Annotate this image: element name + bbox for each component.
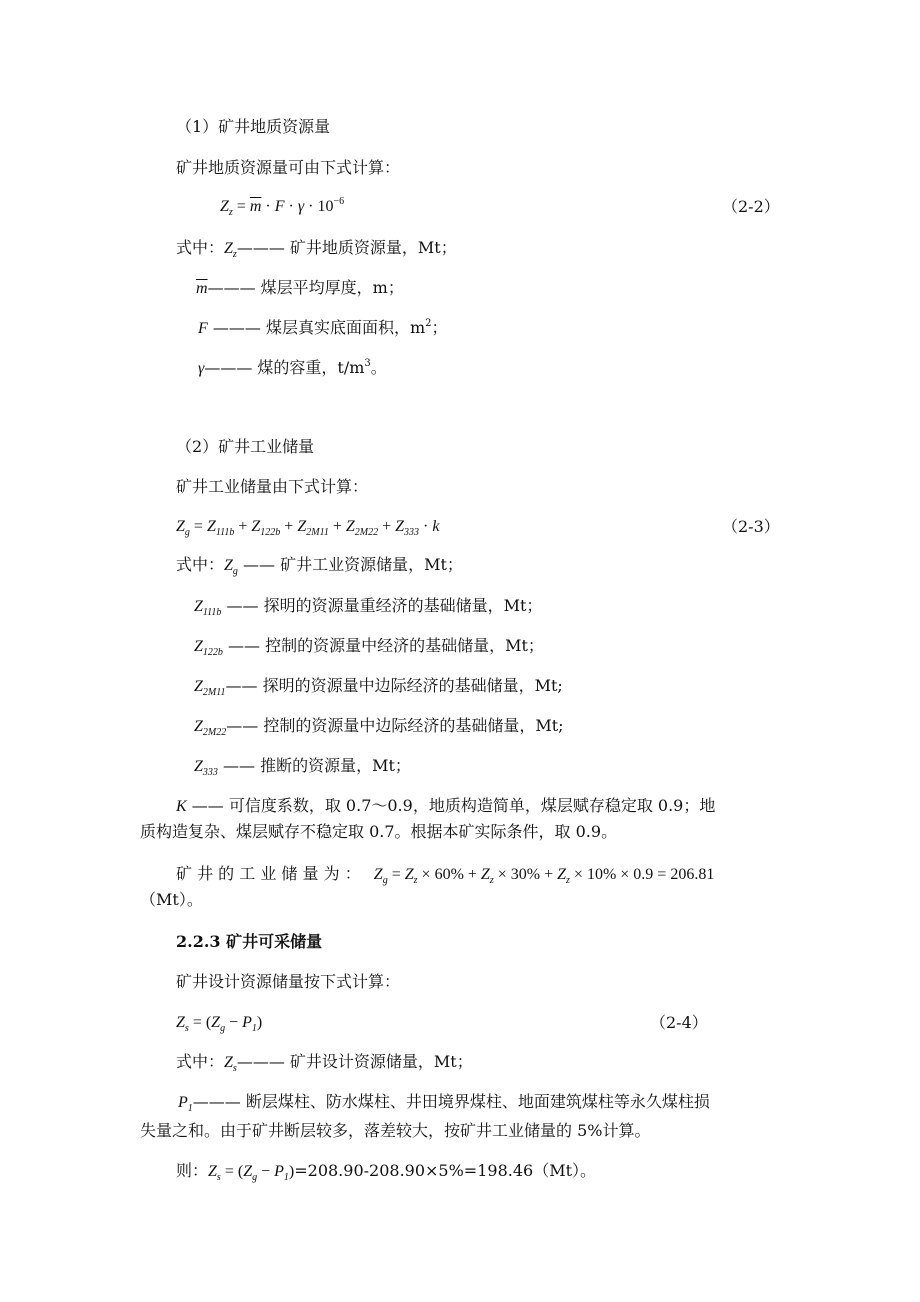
- def-row-zg: 式中：$Z_g$ —— 矿井工业资源储量，Mt；: [176, 555, 463, 577]
- def-row-z2m11: $Z_{2M11}——$ 探明的资源量中边际经济的基础储量，Mt;: [194, 676, 563, 698]
- symbol-gamma: γ: [198, 360, 205, 377]
- recoverable-intro-text: 矿井设计资源储量按下式计算：: [176, 972, 401, 991]
- def-row-zs: 式中：$Z_s———$ 矿井设计资源储量，Mt；: [176, 1052, 473, 1074]
- def-z2m11-desc: 探明的资源量中边际经济的基础储量，Mt;: [262, 676, 563, 695]
- def-f-desc: 煤层真实底面面积，m: [265, 318, 426, 337]
- def-z333-desc: 推断的资源量，Mt；: [260, 756, 411, 775]
- def-z2m22-desc: 控制的资源量中边际经济的基础储量，Mt;: [263, 716, 564, 735]
- equation-number-2-2: （2-2）: [722, 197, 780, 216]
- p1-definition-line-2: 失量之和。由于矿井断层较多，落差较大，按矿井工业储量的 5%计算。: [140, 1121, 651, 1140]
- def-zs-desc: 矿井设计资源储量，Mt；: [289, 1052, 473, 1071]
- symbol-zs: $Z_s$: [224, 1054, 237, 1074]
- result-unit: （Mt）。: [140, 890, 203, 909]
- where-label-2: 式中：: [176, 555, 225, 574]
- def-row-z111b: $Z_{111b}$ —— 探明的资源量重经济的基础储量，Mt；: [194, 596, 543, 618]
- unit-square-exponent: 2: [425, 318, 432, 329]
- symbol-z122b: $Z_{122b}$: [194, 638, 223, 658]
- def-row-z333: $Z_{333}$ —— 推断的资源量，Mt；: [194, 756, 411, 778]
- industrial-result-line: [176, 864, 714, 885]
- symbol-p1: $P_1$: [178, 1094, 193, 1114]
- then-label: 则：: [176, 1161, 209, 1180]
- result-formula: $Z_g = Z_z \times 60\% + Z_z \times 30\% + Z_z \times 10\% \times 0.9 = 206.81$: [373, 866, 715, 886]
- period: 。: [370, 358, 387, 377]
- where-label-3: 式中：: [176, 1052, 225, 1071]
- equation-number-2-3: （2-3）: [722, 517, 780, 536]
- symbol-zg: $Z_g$: [224, 557, 238, 577]
- symbol-k: K: [176, 798, 187, 815]
- def-zz-desc: 矿井地质资源量，Mt；: [289, 238, 457, 257]
- equation-2-4: $Z_s = (Z_g - P_1)$: [176, 1014, 263, 1034]
- where-label: 式中：: [176, 238, 225, 257]
- result-label: 矿 井 的 工 业 储 量 为 ：: [176, 864, 361, 883]
- result-value: 206.81: [670, 866, 715, 883]
- section-heading-industrial-reserves: （2）矿井工业储量: [176, 437, 315, 456]
- p1-desc-1: 断层煤柱、防水煤柱、井田境界煤柱、地面建筑煤柱等永久煤柱损: [245, 1092, 710, 1111]
- def-z122b-desc: 控制的资源量中经济的基础储量，Mt；: [265, 636, 544, 655]
- k-definition-line-1: K —— 可信度系数，取 0.7～0.9，地质构造简单，煤层赋存稳定取 0.9；地: [176, 796, 716, 815]
- def-row-z2m22: $Z_{2M22}——$ 控制的资源量中边际经济的基础储量，Mt;: [194, 716, 564, 738]
- equation-2-3: $Z_g = Z_{111b} + Z_{122b} + Z_{2M11} + Z_{2M22} + Z_{333} \cdot k$: [176, 518, 440, 538]
- def-z111b-desc: 探明的资源量重经济的基础储量，Mt；: [263, 596, 543, 615]
- final-calculation-line: [176, 1161, 596, 1182]
- unit-cube-exponent: 3: [364, 358, 371, 369]
- k-desc-1: 可信度系数，取 0.7～0.9，地质构造简单，煤层赋存稳定取 0.9；地: [228, 796, 716, 815]
- def-gamma-desc: 煤的容重，t/m: [257, 358, 365, 377]
- equation-2-2: $Z_z = \overline{m} \cdot F \cdot \gamma \cdot 10^{-6}$: [220, 196, 345, 218]
- symbol-z2m22: $Z_{2M22}$: [194, 718, 227, 738]
- symbol-z2m11: $Z_{2M11}$: [194, 678, 226, 698]
- symbol-f: F: [198, 320, 208, 337]
- section-heading-geological-resources: （1）矿井地质资源量: [176, 117, 331, 136]
- industrial-intro-text: 矿井工业储量由下式计算：: [176, 477, 369, 496]
- final-formula: $Z_s = (Z_g - P_1)$: [208, 1163, 295, 1183]
- def-row-zz: 式中：$Z_z———$ 矿井地质资源量，Mt；: [176, 238, 457, 260]
- geological-intro-text: 矿井地质资源量可由下式计算：: [176, 158, 401, 177]
- def-row-m: $\overline{m}———$ 煤层平均厚度，m；: [196, 278, 404, 297]
- def-m-desc: 煤层平均厚度，m；: [260, 278, 404, 297]
- final-calc-value: =208.90-208.90×5%=198.46（Mt）。: [294, 1161, 597, 1180]
- symbol-m-bar: $\overline{m}$: [196, 280, 208, 297]
- def-row-f: F ——— 煤层真实底面面积，$m^2$；: [198, 318, 448, 337]
- symbol-z333: $Z_{333}$: [194, 758, 218, 778]
- p1-definition-line-1: $P_1———$ 断层煤柱、防水煤柱、井田境界煤柱、地面建筑煤柱等永久煤柱损: [178, 1092, 710, 1114]
- k-definition-line-2: 质构造复杂、煤层赋存不稳定取 0.7。根据本矿实际条件，取 0.9。: [140, 822, 618, 841]
- def-row-z122b: $Z_{122b}$ —— 控制的资源量中经济的基础储量，Mt；: [194, 636, 544, 658]
- equation-number-2-4: （2-4）: [650, 1013, 708, 1032]
- def-row-gamma: γ——— 煤的容重，$t/m^3$。: [198, 358, 387, 377]
- def-zg-desc: 矿井工业资源储量，Mt；: [280, 555, 463, 574]
- symbol-z111b: $Z_{111b}$: [194, 598, 222, 618]
- symbol-zz: $Z_z$: [224, 240, 237, 260]
- semicolon: ；: [431, 318, 448, 337]
- section-heading-recoverable-reserves: 2.2.3 矿井可采储量: [176, 932, 323, 951]
